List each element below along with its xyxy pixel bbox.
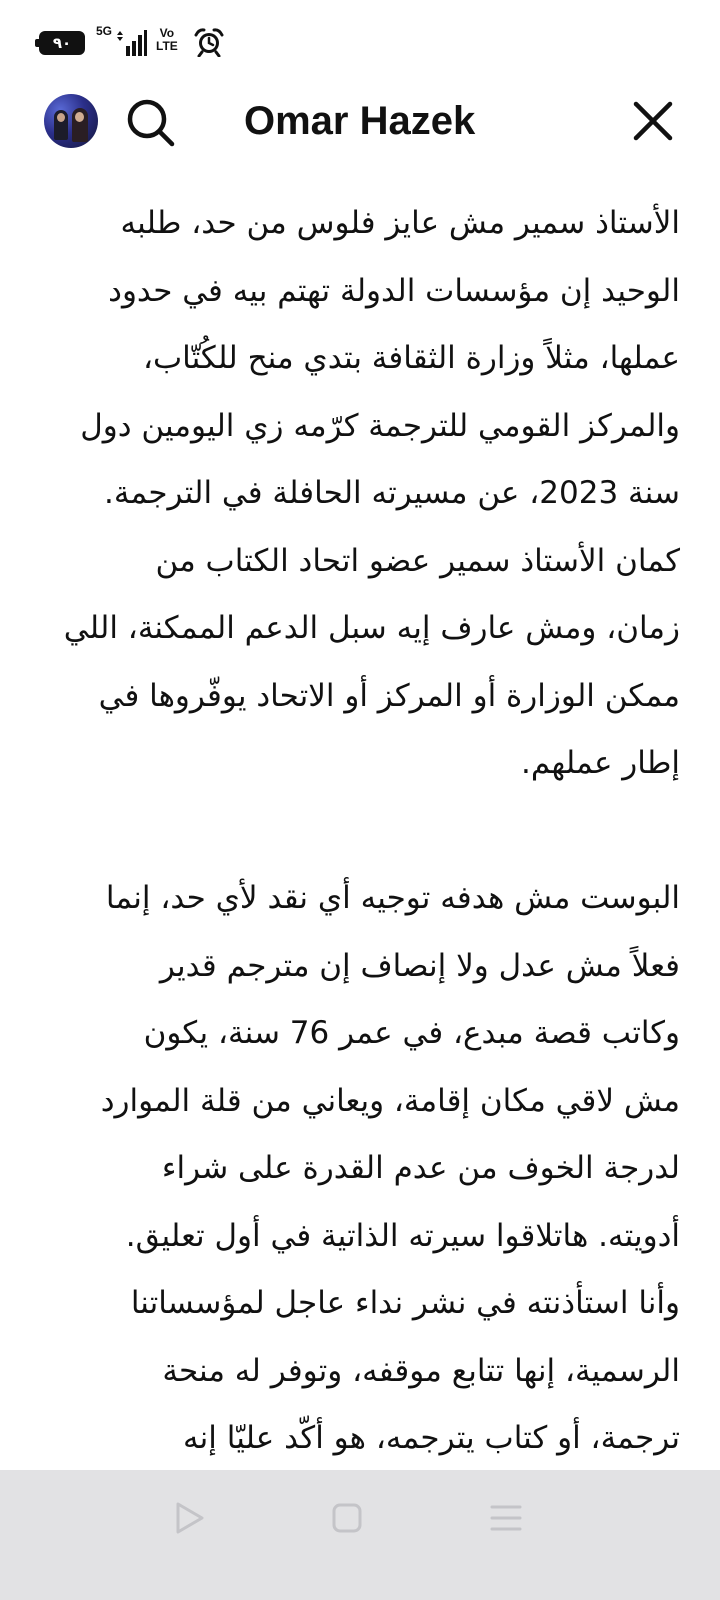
volte-icon <box>156 27 178 53</box>
navigation-bar <box>0 1470 720 1600</box>
search-icon[interactable] <box>124 96 176 148</box>
profile-avatar[interactable] <box>44 94 98 148</box>
alarm-icon <box>194 27 224 57</box>
volte-line2: LTE <box>156 39 178 53</box>
recents-icon[interactable] <box>476 1498 536 1538</box>
status-bar <box>0 0 720 84</box>
post-paragraph: الأستاذ سمير مش عايز فلوس من حد، طلبه الوحيد إن مؤسسات الدولة تهتم بيه في حدود عملها، مثلاً وزارة الثقافة بتدي منح للكُتّاب، والمركز القومي للترجمة كرّمه زي اليومين دول سنة 2023، عن مسيرته الحافلة في الترجمة. كمان الأستاذ سمير عضو اتحاد الكتاب من زمان، ومش عارف إيه سبل الدعم الممكنة، اللي ممكن الوزارة أو المركز أو الاتحاد يوفّروها في إطار عملهم. <box>63 205 680 781</box>
back-icon[interactable] <box>158 1498 218 1538</box>
close-icon[interactable] <box>630 98 676 144</box>
home-icon[interactable] <box>316 1498 376 1538</box>
volte-line1: Vo <box>159 26 175 40</box>
battery-icon: ٩٠ <box>39 31 85 55</box>
avatar-face-right <box>75 112 84 122</box>
signal-5g-label: 5G <box>96 24 113 38</box>
post-text <box>30 190 680 1473</box>
post-paragraph: البوست مش هدفه توجيه أي نقد لأي حد، إنما فعلاً مش عدل ولا إنصاف إن مترجم قدير وكاتب قصة مبدع، في عمر 76 سنة، يكون مش لاقي مكان إقامة، ويعاني من قلة الموارد لدرجة الخوف من عدم القدرة على شراء أدويته. هاتلاقوا سيرته الذاتية في أول تعليق. وأنا استأذنته في نشر نداء عاجل لمؤسساتنا الرسمية، إنها تتابع موقفه، وتوفر له منحة ترجمة، أو كتاب يترجمه، هو أكّد عليّا إنه <box>100 880 680 1456</box>
page-title: Omar Hazek <box>244 99 476 143</box>
avatar-face-left <box>57 113 65 122</box>
post-header <box>0 84 720 194</box>
signal-icon <box>117 30 147 56</box>
